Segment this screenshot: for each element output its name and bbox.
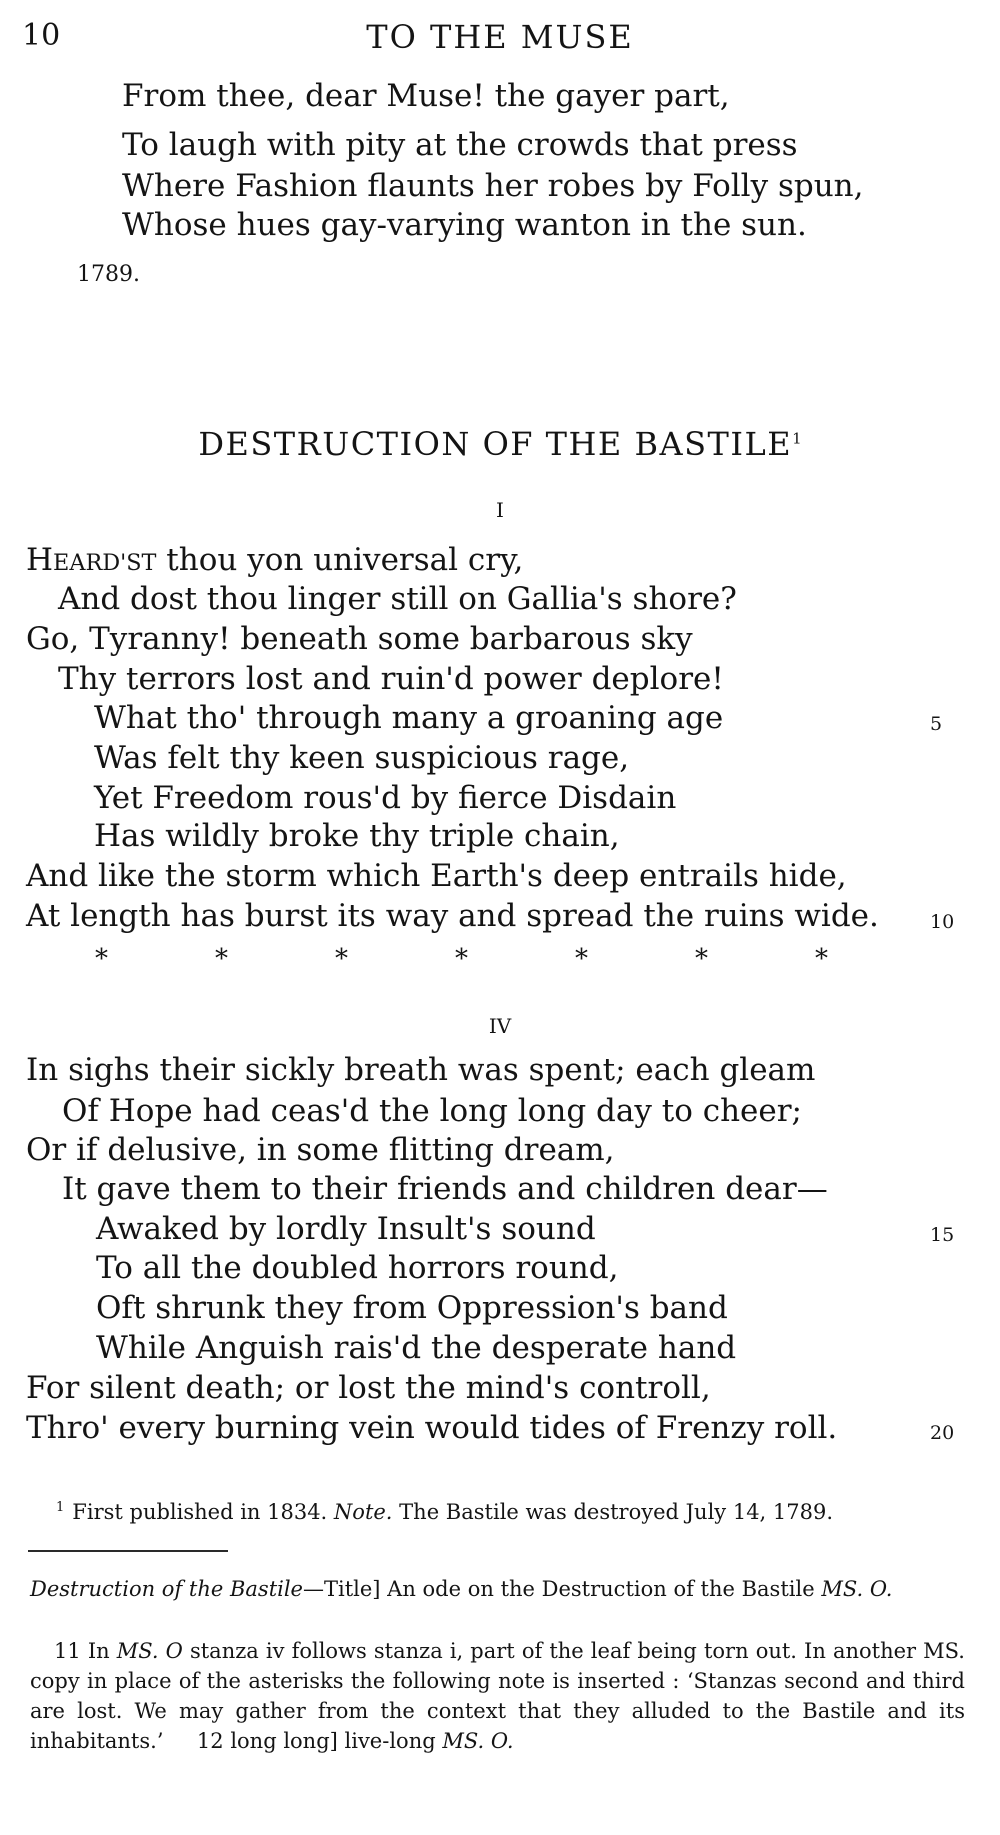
footnote-text: The Bastile was destroyed July 14, 1789. [399, 1500, 834, 1524]
omission-asterisks [95, 944, 935, 974]
variant-text: —Title] An ode on the Destruction of the Bastile [303, 1577, 815, 1601]
asterisk: * [95, 944, 108, 974]
variant-text: In [87, 1639, 110, 1663]
footnote-mark: 1 [56, 1500, 65, 1515]
verse-line: To laugh with pity at the crowds that press [122, 127, 798, 163]
verse-line: In sighs their sickly breath was spent; each gleam [26, 1052, 816, 1088]
verse-line: To all the doubled horrors round, [96, 1250, 619, 1286]
footnote [56, 1500, 833, 1524]
verse-line: At length has burst its way and spread the ruins wide. [26, 898, 879, 934]
running-title: TO THE MUSE [366, 18, 634, 56]
asterisk: * [455, 944, 468, 974]
verse-line: Where Fashion flaunts her robes by Folly spun, [122, 168, 864, 204]
variant-note [30, 1574, 965, 1604]
verse-line: Of Hope had ceas'd the long long day to cheer; [62, 1093, 803, 1129]
poem-title-text: DESTRUCTION OF THE BASTILE [198, 425, 793, 463]
asterisk: * [215, 944, 228, 974]
verse-line: Yet Freedom rous'd by fierce Disdain [94, 780, 677, 816]
verse-line: From thee, dear Muse! the gayer part, [122, 78, 730, 114]
verse-line: Oft shrunk they from Oppression's band [96, 1290, 728, 1326]
asterisk: * [335, 944, 348, 974]
variant-source: MS. O [116, 1639, 183, 1663]
asterisk: * [695, 944, 708, 974]
line-number: 10 [930, 911, 955, 933]
verse-line: Go, Tyranny! beneath some barbarous sky [26, 621, 693, 657]
page-number: 10 [22, 18, 61, 53]
variant-text: stanza iv follows stanza i, part of the leaf being torn out. In another MS. copy in place of the asterisks the following note is inserted : ‘Stanzas second and third are lost. We may gather from the context that they alluded to the Bastile and its inhabitants.’ [30, 1639, 965, 1753]
verse-line: Whose hues gay-varying wanton in the sun. [122, 207, 807, 243]
verse-line: Thro' every burning vein would tides of Frenzy roll. [26, 1410, 838, 1446]
title-footnote-mark: 1 [792, 429, 802, 448]
variant-lemma: Destruction of the Bastile [30, 1577, 303, 1601]
variant-source: MS. O. [821, 1577, 893, 1601]
verse-line-rest: thou yon universal cry, [156, 542, 524, 578]
verse-line: What tho' through many a groaning age [94, 700, 724, 736]
verse-line: It gave them to their friends and children dear— [62, 1171, 828, 1207]
footnote-text: First published in 1834. [72, 1500, 328, 1524]
verse-line: And like the storm which Earth's deep entrails hide, [26, 858, 847, 894]
verse-line: Has wildly broke thy triple chain, [94, 818, 620, 854]
verse-line: Thy terrors lost and ruin'd power deplore! [58, 661, 724, 697]
variant-line-number: 11 [54, 1639, 81, 1663]
line-number: 15 [930, 1224, 955, 1246]
asterisk: * [815, 944, 828, 974]
verse-line: For silent death; or lost the mind's controll, [26, 1370, 711, 1406]
variant-text: long long] live-long [230, 1729, 436, 1753]
verse-line: While Anguish rais'd the desperate hand [96, 1330, 737, 1366]
poem-title [0, 425, 1000, 463]
stanza-numeral: IV [488, 1014, 512, 1038]
footnote-note-label: Note. [333, 1500, 393, 1524]
stanza-numeral: I [496, 498, 504, 522]
verse-line: Was felt thy keen suspicious rage, [94, 740, 630, 776]
variant-note [30, 1636, 965, 1756]
asterisk: * [575, 944, 588, 974]
verse-line: Or if delusive, in some flitting dream, [26, 1132, 615, 1168]
verse-line [26, 542, 523, 578]
verse-line: Awaked by lordly Insult's sound [96, 1211, 596, 1247]
variant-line-number: 12 [196, 1729, 224, 1753]
verse-line: And dost thou linger still on Gallia's shore? [58, 581, 737, 617]
small-caps-word: EARD'ST [53, 550, 157, 576]
line-number: 20 [930, 1422, 955, 1444]
variant-source: MS. O. [442, 1729, 514, 1753]
poem-date: 1789. [77, 262, 140, 287]
footnote-rule [28, 1550, 228, 1552]
drop-initial: H [26, 542, 54, 578]
line-number: 5 [930, 713, 943, 735]
